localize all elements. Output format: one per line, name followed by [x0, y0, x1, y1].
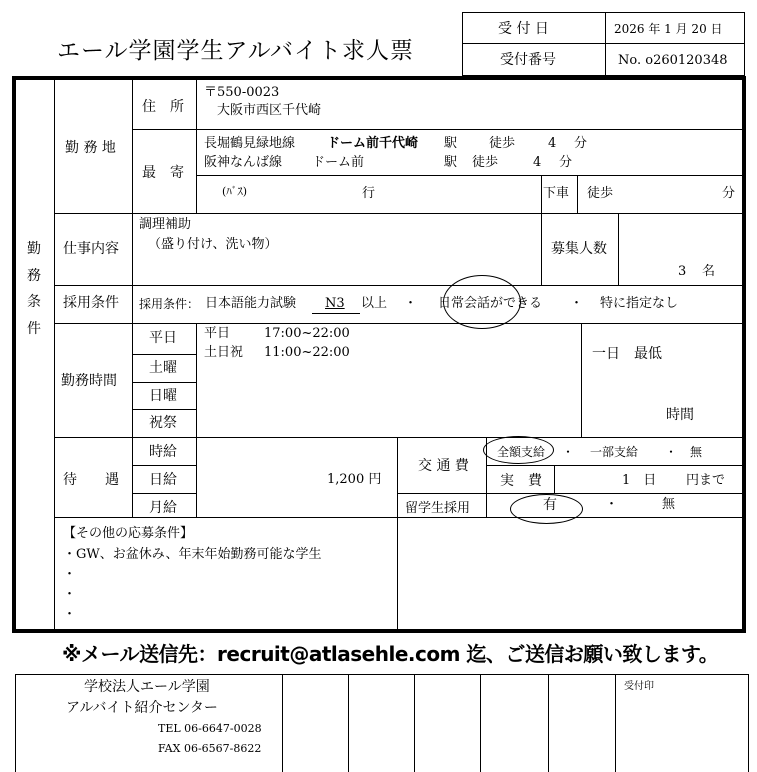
intl-student-dot: ・ — [605, 497, 619, 512]
other-condition-item: ・ — [63, 607, 77, 622]
intl-student-no: 無 — [662, 497, 676, 512]
footer-center-name: アルバイト紹介センター — [66, 700, 218, 716]
actual-cost-day: 1 日 — [622, 473, 657, 488]
postal-code: 〒550-0023 — [204, 85, 280, 100]
transport-partial: 一部支給 — [590, 445, 639, 459]
bus-unit: 分 — [722, 186, 736, 201]
section-char: 勤 — [27, 241, 41, 257]
hiring-label: 採用条件 — [63, 295, 119, 311]
section-char: 条 — [27, 294, 41, 311]
hiring-jlpt-text: 日本語能力試験 — [205, 296, 297, 311]
intl-student-label: 留学生採用 — [405, 501, 471, 516]
bus-walk: 徒歩 — [587, 186, 614, 201]
station2-name: ドーム前 — [312, 155, 365, 170]
hours-label: 勤務時間 — [61, 373, 117, 389]
hiring-dot1: ・ — [404, 296, 418, 311]
nearest-station-label: 最 寄 — [142, 165, 184, 181]
receipt-number-value: No. o260120348 — [618, 53, 728, 68]
station2-unit: 分 — [559, 155, 573, 170]
hiring-jlpt-suffix: 以上 — [361, 296, 388, 311]
actual-cost-label: 実 費 — [500, 473, 542, 489]
pay-amount: 1,200 円 — [327, 472, 382, 487]
selection-circle — [510, 494, 583, 524]
transport-none: 無 — [690, 445, 703, 459]
actual-cost-unit: 円まで — [686, 473, 726, 488]
hiring-option-daily-conversation: 日常会話ができる — [438, 296, 543, 311]
hours-weekday-label: 平日 — [149, 330, 177, 346]
recruit-count-unit: 名 — [702, 264, 716, 279]
footer-receipt-stamp-label: 受付印 — [624, 681, 654, 692]
receipt-date-label: 受 付 日 — [498, 21, 549, 37]
receipt-date-value: 2026 年 1 月 20 日 — [614, 22, 723, 36]
station1-minutes: 4 — [548, 136, 557, 151]
page-title: エール学園学生アルバイト求人票 — [57, 38, 415, 64]
selection-circle — [443, 275, 521, 329]
pay-daily-label: 日給 — [149, 472, 177, 488]
transport-label: 交 通 費 — [418, 458, 469, 474]
other-condition-item: ・ — [63, 567, 77, 582]
address-text: 大阪市西区千代崎 — [217, 103, 322, 118]
hiring-option-none: 特に指定なし — [600, 296, 679, 311]
bus-bound: 行 — [362, 186, 376, 201]
hiring-dot2: ・ — [570, 296, 584, 311]
station1-eki: 駅 — [444, 136, 458, 151]
job-line2: （盛り付け、洗い物） — [148, 237, 278, 252]
station1-walk: 徒歩 — [489, 136, 516, 151]
other-conditions-title: 【その他の応募条件】 — [63, 526, 194, 541]
hiring-prefix: 採用条件： — [139, 297, 200, 311]
hours-line2-time: 11:00~22:00 — [264, 345, 350, 360]
footer-tel: TEL 06-6647-0028 — [158, 722, 262, 735]
section-label-kinmu-jouken — [27, 236, 41, 342]
address-label: 住 所 — [142, 99, 184, 115]
bus-label: (ﾊﾞｽ) — [222, 185, 248, 198]
other-condition-item: ・ — [63, 587, 77, 602]
receipt-number-label: 受付番号 — [500, 52, 556, 68]
section-char: 件 — [27, 320, 41, 337]
transport-dot1: ・ — [562, 445, 575, 459]
intl-student-yes: 有 — [543, 497, 557, 513]
workplace-label: 勤 務 地 — [65, 140, 116, 156]
mail-notice: ※メール送信先：recruit@atlasehle.com 迄、ご送信お願い致します。 — [62, 642, 719, 666]
recruit-count-value: 3 — [678, 264, 687, 279]
hours-min-label: 一日 最低 — [592, 346, 662, 362]
transport-full: 全額支給 — [497, 445, 546, 459]
pay-label: 待 遇 — [63, 472, 119, 488]
station2-walk: 徒歩 — [472, 155, 499, 170]
transport-dot2: ・ — [665, 445, 678, 459]
pay-hourly-label: 時給 — [149, 444, 177, 460]
selection-circle — [483, 436, 554, 464]
other-condition-item: ・GW、お盆休み、年末年始勤務可能な学生 — [63, 547, 322, 562]
section-char: 務 — [27, 267, 41, 284]
bus-getoff: 下車 — [543, 186, 570, 201]
hours-sunday-label: 日曜 — [149, 388, 177, 404]
hours-saturday-label: 土曜 — [149, 360, 177, 376]
job-line1: 調理補助 — [139, 217, 192, 232]
recruit-count-label: 募集人数 — [551, 241, 607, 257]
station2-minutes: 4 — [533, 155, 542, 170]
hiring-jlpt-level: N3 — [325, 296, 345, 311]
station1-unit: 分 — [574, 136, 588, 151]
station2-line: 阪神なんば線 — [204, 155, 283, 170]
footer-school-name: 学校法人エール学園 — [84, 679, 210, 695]
hours-line1-time: 17:00~22:00 — [264, 326, 350, 341]
station2-eki: 駅 — [444, 155, 458, 170]
hours-line1-day: 平日 — [204, 326, 231, 341]
hours-min-unit: 時間 — [666, 407, 694, 423]
hours-line2-day: 土日祝 — [204, 345, 244, 360]
station1-name: ドーム前千代崎 — [327, 136, 419, 151]
pay-monthly-label: 月給 — [149, 500, 177, 516]
job-label: 仕事内容 — [63, 241, 119, 257]
footer-fax: FAX 06-6567-8622 — [158, 742, 262, 755]
hours-holiday-label: 祝祭 — [149, 415, 177, 431]
station1-line: 長堀鶴見緑地線 — [204, 136, 296, 151]
